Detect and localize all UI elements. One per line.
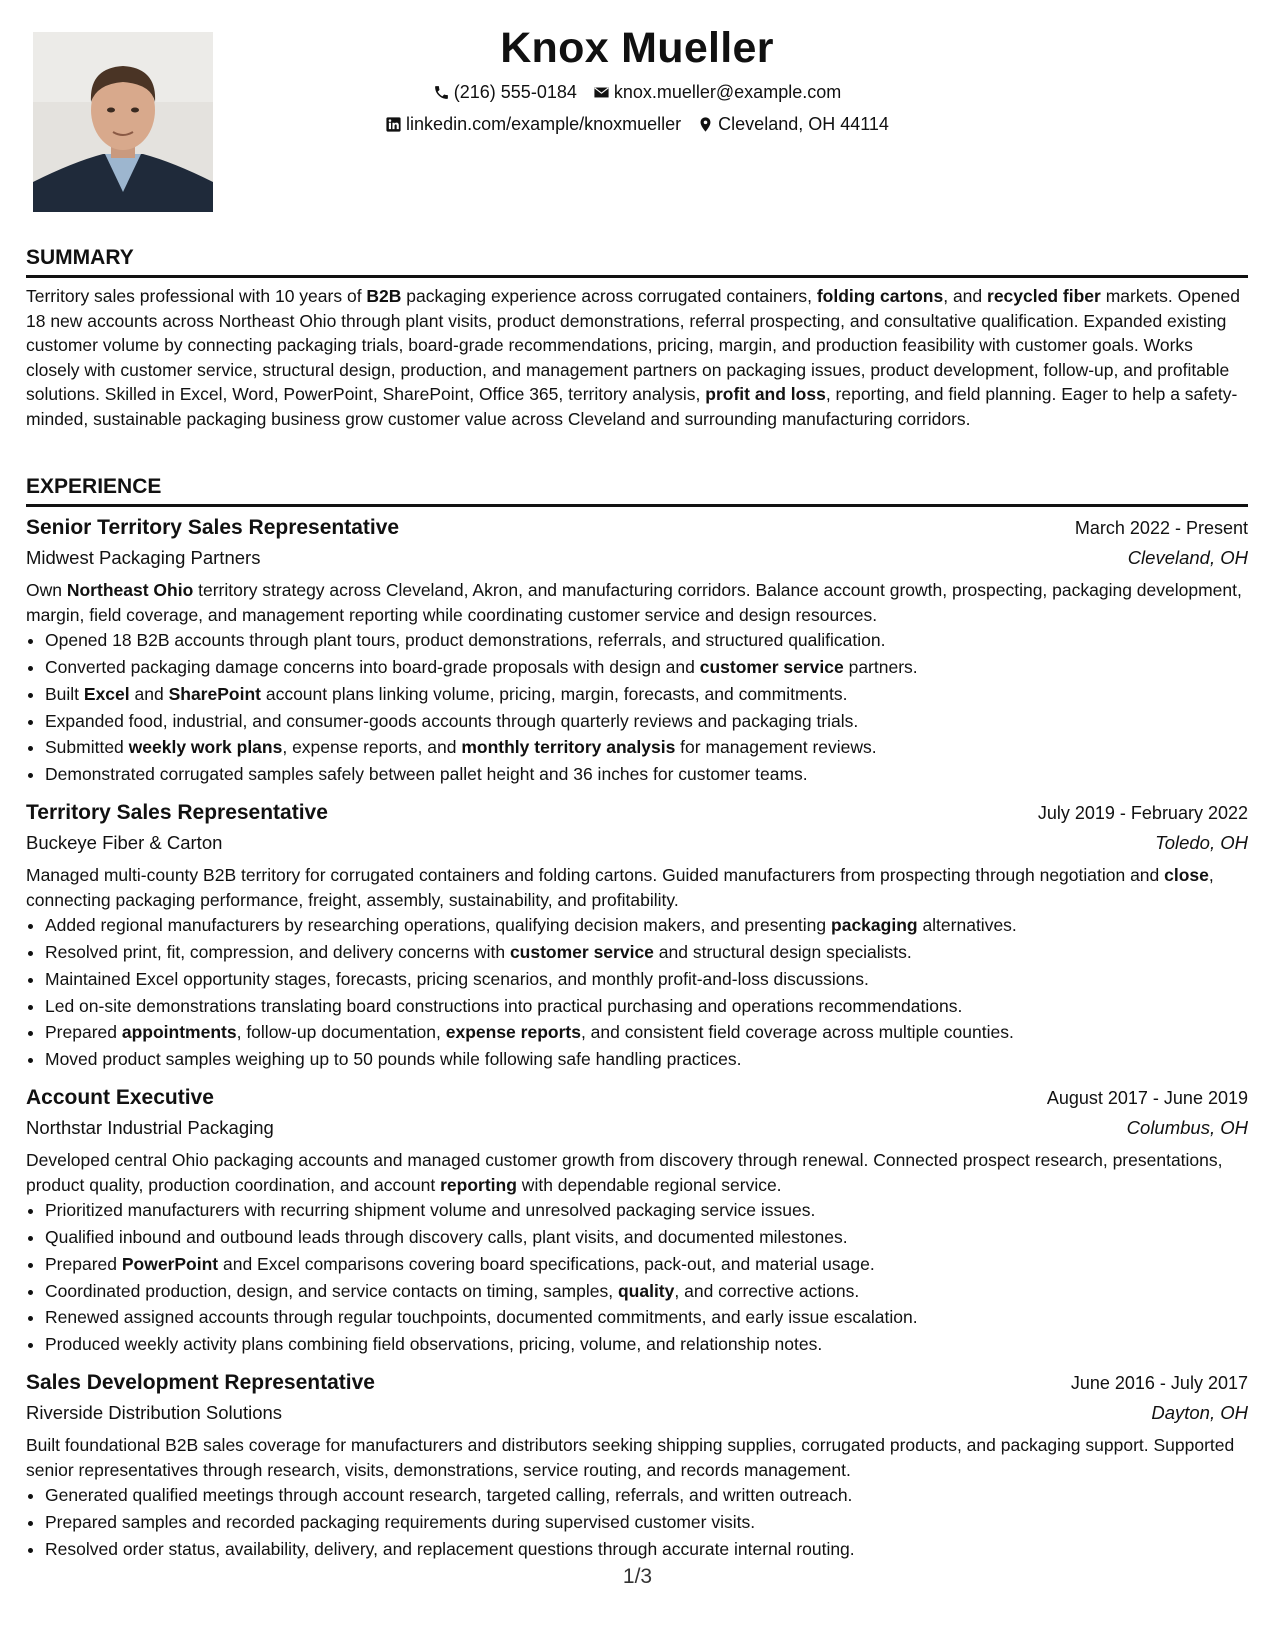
linkedin-icon (385, 116, 402, 133)
job-bullet: • Produced weekly activity plans combining field observations, pricing, volume, and relationship notes. (45, 1331, 1248, 1358)
emphasis-text: profit and loss (705, 384, 826, 405)
contact-location (697, 112, 889, 136)
emphasis-text: customer service (699, 656, 844, 677)
job-bullet: • Demonstrated corrugated samples safely between pallet height and 36 inches for customer teams. (45, 761, 1248, 788)
emphasis-text: weekly work plans (128, 737, 283, 758)
emphasis-text: close (1164, 864, 1209, 885)
contact-row-primary (26, 80, 1248, 104)
job-dates: August 2017 - June 2019 (1046, 1087, 1248, 1108)
job-location: Toledo, OH (1155, 831, 1248, 853)
linkedin-text[interactable]: linkedin.com/example/knoxmueller (406, 114, 682, 134)
job-description: Own Northeast Ohio territory strategy across Cleveland, Akron, and manufacturing corridors. Balance account growth, prospecting, packaging development, margin, field coverage, and management reporting while coordinating customer service and design resources. (26, 580, 1242, 625)
job-title: Territory Sales Representative (26, 800, 328, 824)
emphasis-text: appointments (121, 1022, 237, 1043)
emphasis-text: Excel (83, 683, 130, 704)
job-description: Built foundational B2B sales coverage for manufacturers and distributors seeking shipping supplies, corrugated products, and packaging support. Supported senior representatives through research, visits, demonstrations, service routing, and records management. (26, 1434, 1235, 1480)
emphasis-text: Northeast Ohio (66, 580, 194, 600)
job-bullets (26, 1197, 1248, 1358)
job-bullet: • Prepared appointments, follow-up documentation, expense reports, and consistent field coverage across multiple counties. (45, 1019, 1248, 1046)
job-company: Midwest Packaging Partners (26, 547, 261, 568)
job-description: Managed multi-county B2B territory for corrugated containers and folding cartons. Guided manufacturers from prospecting through negotiation and close, connecting packaging performance, freight, assembly, sustainability, and profitability. (26, 864, 1214, 910)
emphasis-text: quality (617, 1280, 675, 1301)
resume-page (26, 0, 1248, 1650)
job-entry (26, 1083, 1248, 1358)
job-bullet: • Added regional manufacturers by researching operations, qualifying decision makers, and presenting packaging alternatives. (45, 912, 1248, 939)
emphasis-text: PowerPoint (121, 1253, 219, 1274)
job-bullet: • Qualified inbound and outbound leads through discovery calls, plant visits, and documented milestones. (45, 1224, 1248, 1251)
contact-phone (433, 80, 577, 104)
envelope-icon (593, 84, 610, 101)
job-company: Buckeye Fiber & Carton (26, 831, 223, 853)
job-company: Riverside Distribution Solutions (26, 1401, 283, 1423)
job-bullet: • Resolved print, fit, compression, and delivery concerns with customer service and structural design specialists. (45, 939, 1248, 966)
emphasis-text: recycled fiber (987, 286, 1101, 306)
job-bullets (26, 912, 1248, 1073)
page-number: 1/3 (622, 1565, 653, 1588)
job-location: Columbus, OH (1126, 1116, 1248, 1138)
emphasis-text: expense reports (445, 1022, 581, 1043)
summary-text: Territory sales professional with 10 years of B2B packaging experience across corrugated containers, folding cartons, and recycled fiber markets. Opened 18 new accounts across Northeast Ohio through plant visits, product demonstrations, referral prospecting, and consultative qualification. Expanded existing customer volume by connecting packaging trials, board-grade recommendations, pricing, margin, and production feasibility with customer goals. Works closely with customer service, structural design, production, and management partners on packaging issues, product development, follow-up, and profitable solutions. Skilled in Excel, Word, PowerPoint, SharePoint, Office 365, territory analysis, profit and loss, reporting, and field planning. Eager to help a safety-minded, sustainable packaging business grow customer value across Cleveland and surrounding manufacturing corridors. (26, 286, 1240, 429)
resume-header (26, 20, 1248, 136)
job-bullet: • Prioritized manufacturers with recurring shipment volume and unresolved packaging service issues. (45, 1197, 1248, 1224)
job-bullet: • Led on-site demonstrations translating board constructions into practical purchasing and operations recommendations. (45, 993, 1248, 1020)
location-text: Cleveland, OH 44114 (718, 114, 889, 134)
job-bullet: • Prepared samples and recorded packaging requirements during supervised customer visits. (45, 1509, 1248, 1536)
contact-linkedin[interactable] (385, 112, 681, 136)
job-bullet: • Built Excel and SharePoint account plans linking volume, pricing, margin, forecasts, and commitments. (45, 681, 1248, 708)
emphasis-text: folding cartons (816, 286, 944, 306)
job-entry (26, 798, 1248, 1073)
phone-text: (216) 555-0184 (453, 82, 577, 102)
job-bullets (26, 627, 1248, 788)
job-company: Northstar Industrial Packaging (26, 1116, 274, 1138)
summary-heading: SUMMARY (26, 244, 1248, 278)
emphasis-text: customer service (509, 941, 654, 962)
job-bullet: • Moved product samples weighing up to 50 pounds while following safe handling practices. (45, 1046, 1248, 1073)
job-entry (26, 513, 1248, 788)
emphasis-text: B2B (366, 286, 402, 306)
job-bullet: • Generated qualified meetings through account research, targeted calling, referrals, and written outreach. (45, 1482, 1248, 1509)
job-bullet: • Expanded food, industrial, and consumer-goods accounts through quarterly reviews and packaging trials. (45, 708, 1248, 735)
job-description: Developed central Ohio packaging accounts and managed customer growth from discovery through renewal. Connected prospect research, presentations, product quality, production coordination, and account reporting with dependable regional service. (26, 1149, 1223, 1195)
job-title: Sales Development Representative (26, 1370, 375, 1394)
job-bullet: • Opened 18 B2B accounts through plant tours, product demonstrations, referrals, and structured qualification. (45, 627, 1248, 654)
job-dates: June 2016 - July 2017 (1070, 1372, 1248, 1393)
job-bullet: • Submitted weekly work plans, expense reports, and monthly territory analysis for management reviews. (45, 734, 1248, 761)
email-text[interactable]: knox.mueller@example.com (613, 82, 842, 102)
job-bullet: • Converted packaging damage concerns into board-grade proposals with design and customer service partners. (45, 654, 1248, 681)
job-bullet: • Coordinated production, design, and service contacts on timing, samples, quality, and corrective actions. (45, 1278, 1248, 1305)
candidate-name: Knox Mueller (500, 24, 774, 72)
emphasis-text: packaging (831, 915, 918, 936)
experience-section (26, 473, 1248, 1562)
experience-heading: EXPERIENCE (26, 473, 1248, 507)
emphasis-text: SharePoint (168, 683, 261, 704)
job-bullets (26, 1482, 1248, 1562)
contact-row-secondary (26, 112, 1248, 136)
job-bullet: • Resolved order status, availability, delivery, and replacement questions through accurate internal routing. (45, 1536, 1248, 1563)
job-bullet: • Prepared PowerPoint and Excel comparisons covering board specifications, pack-out, and material usage. (45, 1251, 1248, 1278)
contact-email[interactable] (593, 80, 841, 104)
job-title: Account Executive (26, 1085, 214, 1109)
summary-section (26, 244, 1248, 432)
job-title: Senior Territory Sales Representative (26, 516, 400, 539)
job-bullet: • Maintained Excel opportunity stages, forecasts, pricing scenarios, and monthly profit-and-loss discussions. (45, 966, 1248, 993)
emphasis-text: monthly territory analysis (461, 737, 676, 758)
job-location: Cleveland, OH (1127, 547, 1248, 568)
phone-icon (433, 84, 450, 101)
job-dates: July 2019 - February 2022 (1037, 802, 1248, 823)
job-location: Dayton, OH (1151, 1401, 1248, 1423)
job-dates: March 2022 - Present (1074, 518, 1248, 538)
emphasis-text: reporting (440, 1174, 517, 1195)
map-marker-icon (697, 116, 714, 133)
job-bullet: • Renewed assigned accounts through regular touchpoints, documented commitments, and early issue escalation. (45, 1304, 1248, 1331)
job-entry (26, 1368, 1248, 1563)
